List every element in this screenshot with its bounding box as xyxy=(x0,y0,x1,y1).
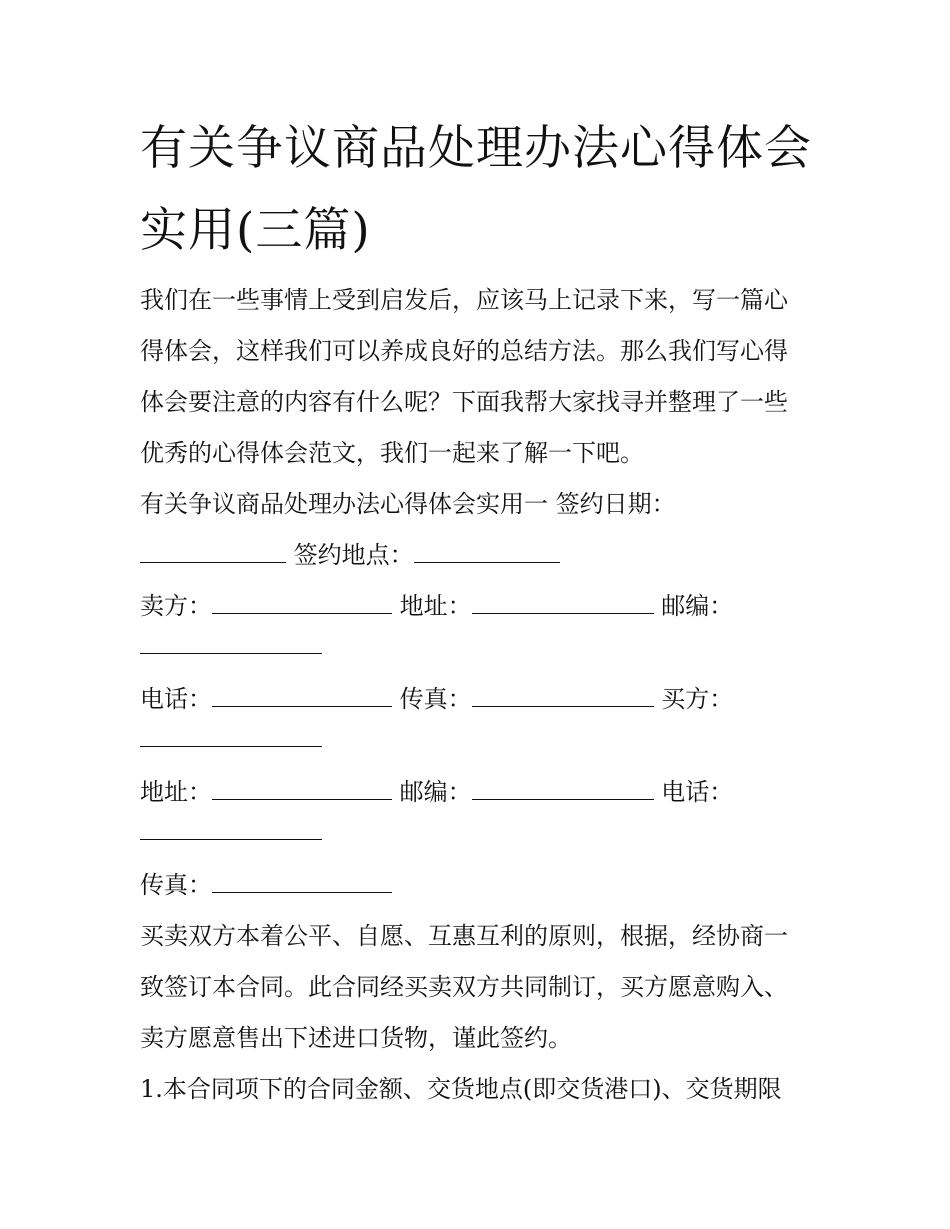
buyer-fax-label: 传真： xyxy=(140,871,212,899)
seller-postcode-blank[interactable] xyxy=(140,631,322,654)
intro-line-3: 体会要注意的内容有什么呢？下面我帮大家找寻并整理了一些 xyxy=(140,388,788,416)
intro-line-4: 优秀的心得体会范文，我们一起来了解一下吧。 xyxy=(140,439,644,467)
sign-place-label: 签约地点： xyxy=(293,541,414,569)
seller-postcode-label: 邮编： xyxy=(661,592,734,620)
sign-place-blank[interactable] xyxy=(414,540,560,563)
buyer-phone-row xyxy=(140,815,830,849)
buyer-address-blank[interactable] xyxy=(212,777,392,800)
buyer-address-label: 地址： xyxy=(140,778,212,806)
seller-label: 卖方： xyxy=(140,592,212,620)
body-line-2: 致签订本合同。此合同经买卖双方共同制订，买方愿意购入、 xyxy=(140,973,788,1001)
seller-row xyxy=(140,589,830,623)
seller-address-blank[interactable] xyxy=(472,591,654,614)
body-line-3: 卖方愿意售出下述进口货物，谨此签约。 xyxy=(140,1024,572,1052)
buyer-label: 买方： xyxy=(661,685,734,713)
buyer-fax-row xyxy=(140,868,830,902)
buyer-phone-label: 电话： xyxy=(661,778,734,806)
intro-line-1: 我们在一些事情上受到启发后，应该马上记录下来，写一篇心 xyxy=(140,286,788,314)
document-title: 有关争议商品处理办法心得体会实用(三篇) xyxy=(140,121,812,258)
sign-row xyxy=(140,538,830,572)
body-line-1: 买卖双方本着公平、自愿、互惠互利的原则，根据，经协商一 xyxy=(140,922,788,950)
buyer-fax-blank[interactable] xyxy=(212,870,392,893)
body-line-4: 1.本合同项下的合同金额、交货地点(即交货港口)、交货期限 xyxy=(140,1075,782,1103)
buyer-blank[interactable] xyxy=(140,724,322,747)
buyer-postcode-label: 邮编： xyxy=(399,778,472,806)
seller-postcode-row xyxy=(140,629,830,663)
buyer-phone-blank[interactable] xyxy=(140,817,322,840)
buyer-address-row xyxy=(140,775,830,809)
seller-phone-blank[interactable] xyxy=(212,684,392,707)
intro-line-2: 得体会，这样我们可以养成良好的总结方法。那么我们写心得 xyxy=(140,337,788,365)
buyer-row xyxy=(140,722,830,756)
section-heading: 有关争议商品处理办法心得体会实用一 签约日期： xyxy=(140,490,676,518)
seller-address-label: 地址： xyxy=(399,592,472,620)
seller-fax-blank[interactable] xyxy=(472,684,654,707)
sign-date-blank[interactable] xyxy=(140,540,286,563)
buyer-postcode-blank[interactable] xyxy=(472,777,654,800)
seller-fax-label: 传真： xyxy=(399,685,472,713)
seller-blank[interactable] xyxy=(212,591,392,614)
seller-phone-label: 电话： xyxy=(140,685,212,713)
seller-phone-row xyxy=(140,682,830,716)
